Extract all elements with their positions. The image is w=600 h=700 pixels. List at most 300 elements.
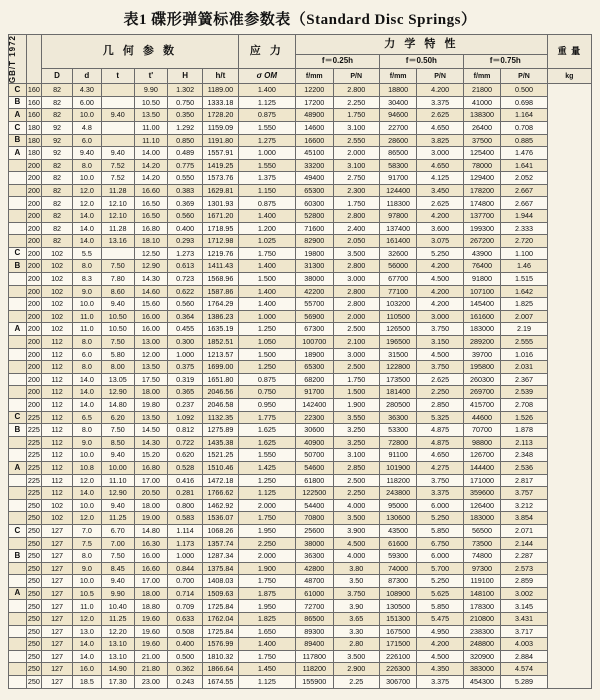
table-row: [9, 310, 592, 323]
col-P-3: P/N: [501, 69, 547, 84]
cell: 5.325: [417, 411, 463, 424]
cell: 23.00: [134, 676, 167, 689]
cell: 161600: [463, 310, 501, 323]
cell: 127: [42, 600, 73, 613]
cell: 14.0: [73, 398, 102, 411]
cell: 3.65: [333, 613, 379, 626]
cell: 1375.84: [203, 562, 238, 575]
cell: 0.508: [167, 625, 202, 638]
cell: 118300: [379, 197, 417, 210]
cell: 1.250: [238, 323, 295, 336]
cell: 10.0: [73, 499, 102, 512]
cell: 102: [42, 310, 73, 323]
cell: 1419.25: [203, 159, 238, 172]
cell: 55700: [296, 298, 334, 311]
cell: 2.348: [501, 449, 547, 462]
cell: 2.750: [333, 172, 379, 185]
cell: 0.850: [167, 134, 202, 147]
cell: 4.8: [73, 121, 102, 134]
cell: 3.750: [417, 361, 463, 374]
cell: 5.850: [417, 600, 463, 613]
cell: 42200: [296, 285, 334, 298]
cell: 37500: [463, 134, 501, 147]
cell: 16.80: [134, 461, 167, 474]
cell: 82: [42, 210, 73, 223]
cell: 1.900: [238, 562, 295, 575]
cell: 92: [42, 147, 73, 160]
row-category: [9, 197, 27, 210]
cell: 3.100: [333, 159, 379, 172]
cell: 1.000: [167, 348, 202, 361]
row-category: [9, 273, 27, 286]
cell: 31300: [296, 260, 334, 273]
table-row: [9, 650, 592, 663]
cell: 3.375: [417, 96, 463, 109]
table-row: [9, 197, 592, 210]
cell: 2.539: [501, 386, 547, 399]
cell: 102: [42, 247, 73, 260]
cell: 4.650: [417, 121, 463, 134]
table-row: [9, 474, 592, 487]
cell: 1.275: [238, 134, 295, 147]
cell: 0.400: [167, 638, 202, 651]
cell: 1.750: [238, 247, 295, 260]
row-category: B: [9, 550, 27, 563]
cell: 1.400: [238, 260, 295, 273]
row-category: [9, 285, 27, 298]
row-category: C: [9, 84, 27, 97]
cell: 11.25: [101, 512, 134, 525]
cell: 250: [26, 638, 41, 651]
cell: 1333.18: [203, 96, 238, 109]
cell: 97300: [463, 562, 501, 575]
cell: 1629.81: [203, 184, 238, 197]
cell: 0.560: [167, 210, 202, 223]
col-D: D: [42, 69, 73, 84]
row-category: [9, 625, 27, 638]
cell: 4.500: [417, 348, 463, 361]
cell: 200: [26, 172, 41, 185]
cell: 14.80: [134, 524, 167, 537]
cell: 1.878: [501, 424, 547, 437]
cell: 3.900: [333, 524, 379, 537]
table-row: [9, 184, 592, 197]
cell: 1.164: [501, 109, 547, 122]
cell: 4.200: [417, 285, 463, 298]
cell: 7.52: [101, 159, 134, 172]
cell: 61800: [296, 474, 334, 487]
cell: 16.50: [134, 197, 167, 210]
cell: 2.500: [333, 361, 379, 374]
cell: 3.002: [501, 587, 547, 600]
cell: 0.750: [167, 96, 202, 109]
row-category: [9, 310, 27, 323]
cell: 102: [42, 285, 73, 298]
col-H: H: [167, 69, 202, 84]
cell: 1.750: [333, 197, 379, 210]
cell: 87300: [379, 575, 417, 588]
table-row: [9, 285, 592, 298]
cell: 269700: [463, 386, 501, 399]
cell: 1.825: [238, 613, 295, 626]
cell: 2.250: [333, 487, 379, 500]
cell: 1472.18: [203, 474, 238, 487]
cell: 3.90: [333, 600, 379, 613]
cell: 1.273: [167, 247, 202, 260]
cell: 82: [42, 184, 73, 197]
cell: 0.875: [238, 373, 295, 386]
cell: 89300: [296, 625, 334, 638]
cell: 2.333: [501, 222, 547, 235]
cell: 3.000: [417, 310, 463, 323]
cell: 67300: [296, 323, 334, 336]
cell: 200: [26, 323, 41, 336]
cell: 60300: [296, 197, 334, 210]
cell: 1.550: [238, 159, 295, 172]
cell: 82: [42, 172, 73, 185]
cell: [101, 121, 134, 134]
cell: 1725.84: [203, 625, 238, 638]
cell: 7.50: [101, 550, 134, 563]
cell: 1568.96: [203, 273, 238, 286]
cell: 200: [26, 247, 41, 260]
cell: 3.750: [333, 587, 379, 600]
cell: 20.50: [134, 487, 167, 500]
cell: 1725.84: [203, 600, 238, 613]
cell: 3.375: [417, 676, 463, 689]
cell: 12200: [296, 84, 334, 97]
cell: 1.000: [238, 147, 295, 160]
cell: 0.714: [167, 587, 202, 600]
cell: 1.750: [333, 109, 379, 122]
cell: 13.05: [101, 373, 134, 386]
cell: 1810.32: [203, 650, 238, 663]
row-category: C: [9, 121, 27, 134]
cell: 91700: [379, 172, 417, 185]
cell: 17.30: [101, 676, 134, 689]
cell: 56000: [379, 260, 417, 273]
cell: 2.144: [501, 537, 547, 550]
cell: 126500: [379, 323, 417, 336]
cell: 0.613: [167, 260, 202, 273]
cell: 1521.25: [203, 449, 238, 462]
cell: 14.20: [134, 172, 167, 185]
cell: 226100: [379, 650, 417, 663]
cell: 3.750: [417, 474, 463, 487]
cell: 3.500: [333, 247, 379, 260]
cell: 2.850: [417, 398, 463, 411]
cell: 9.40: [101, 298, 134, 311]
cell: 2.25: [333, 676, 379, 689]
table-row: [9, 172, 592, 185]
table-row: [9, 625, 592, 638]
col-f-1: f/mm: [296, 69, 334, 84]
cell: 82: [42, 109, 73, 122]
cell: 250: [26, 663, 41, 676]
table-row: [9, 638, 592, 651]
mech-sub-1: f＝0.50h: [379, 54, 463, 69]
cell: 19.00: [134, 512, 167, 525]
cell: 1.500: [238, 348, 295, 361]
cell: 145400: [463, 298, 501, 311]
table-row: [9, 562, 592, 575]
cell: 12.20: [101, 625, 134, 638]
cell: 5.625: [417, 587, 463, 600]
cell: 148100: [463, 587, 501, 600]
cell: 11.00: [134, 121, 167, 134]
cell: 12.0: [73, 512, 102, 525]
cell: 320900: [463, 650, 501, 663]
cell: 14.0: [73, 210, 102, 223]
cell: 2.800: [333, 210, 379, 223]
cell: 1573.76: [203, 172, 238, 185]
cell: 2.667: [501, 184, 547, 197]
cell: 12.0: [73, 197, 102, 210]
cell: 0.319: [167, 373, 202, 386]
cell: 1712.98: [203, 235, 238, 248]
cell: 1301.93: [203, 197, 238, 210]
table-row: [9, 361, 592, 374]
cell: 127: [42, 663, 73, 676]
table-row: [9, 663, 592, 676]
cell: 3.600: [417, 222, 463, 235]
table-row: [9, 121, 592, 134]
cell: 98800: [463, 436, 501, 449]
cell: 77100: [379, 285, 417, 298]
cell: 10.0: [73, 449, 102, 462]
header-row-3: [9, 69, 592, 84]
cell: 102: [42, 273, 73, 286]
cell: 6.0: [73, 348, 102, 361]
cell: 12.0: [73, 474, 102, 487]
cell: 92: [42, 121, 73, 134]
cell: 17.00: [134, 474, 167, 487]
cell: 5.250: [417, 512, 463, 525]
cell: 1.642: [501, 285, 547, 298]
cell: 72800: [379, 436, 417, 449]
cell: 174800: [463, 197, 501, 210]
cell: 127: [42, 650, 73, 663]
table-row: [9, 222, 592, 235]
cell: 2.625: [417, 109, 463, 122]
cell: 160: [26, 84, 41, 97]
row-category: [9, 436, 27, 449]
table-row: [9, 96, 592, 109]
cell: 183000: [463, 323, 501, 336]
cell: 118200: [296, 663, 334, 676]
cell: 4.003: [501, 638, 547, 651]
cell: 6.5: [73, 411, 102, 424]
cell: 1411.43: [203, 260, 238, 273]
cell: 2.500: [333, 323, 379, 336]
row-category: [9, 537, 27, 550]
cell: 1852.51: [203, 336, 238, 349]
table-row: [9, 336, 592, 349]
cell: 82: [42, 96, 73, 109]
cell: 112: [42, 411, 73, 424]
cell: 142400: [296, 398, 334, 411]
cell: 53300: [379, 424, 417, 437]
table-row: [9, 436, 592, 449]
cell: 10.00: [101, 461, 134, 474]
cell: 225: [26, 487, 41, 500]
cell: 210800: [463, 613, 501, 626]
row-category: [9, 562, 27, 575]
cell: 0.364: [167, 310, 202, 323]
cell: 9.40: [101, 575, 134, 588]
cell: 200: [26, 285, 41, 298]
cell: 7.00: [101, 537, 134, 550]
table-row: [9, 449, 592, 462]
cell: 1.000: [238, 310, 295, 323]
row-category: B: [9, 96, 27, 109]
cell: 124400: [379, 184, 417, 197]
cell: 1219.76: [203, 247, 238, 260]
cell: 2.500: [333, 474, 379, 487]
cell: 17.00: [134, 575, 167, 588]
cell: 0.350: [167, 109, 202, 122]
cell: 13.10: [101, 638, 134, 651]
cell: 0.243: [167, 676, 202, 689]
cell: 1651.80: [203, 373, 238, 386]
cell: 200: [26, 210, 41, 223]
cell: 3.250: [333, 424, 379, 437]
cell: 225: [26, 436, 41, 449]
row-category: A: [9, 323, 27, 336]
cell: 13.00: [134, 336, 167, 349]
cell: 102: [42, 499, 73, 512]
table-row: [9, 524, 592, 537]
cell: 1.625: [238, 436, 295, 449]
cell: 8.50: [101, 436, 134, 449]
cell: 2.000: [333, 147, 379, 160]
cell: 42800: [296, 562, 334, 575]
cell: 38000: [296, 537, 334, 550]
cell: 16.80: [134, 222, 167, 235]
cell: 4.650: [417, 159, 463, 172]
cell: 0.622: [167, 285, 202, 298]
row-category: [9, 298, 27, 311]
cell: 171500: [379, 638, 417, 651]
row-category: [9, 663, 27, 676]
cell: 14.0: [73, 487, 102, 500]
cell: 61600: [379, 537, 417, 550]
row-category: [9, 222, 27, 235]
cell: 1.750: [238, 575, 295, 588]
row-category: [9, 499, 27, 512]
cell: 250: [26, 676, 41, 689]
cell: 2.250: [333, 96, 379, 109]
table-row: [9, 134, 592, 147]
cell: 2.708: [501, 398, 547, 411]
cell: 1.400: [238, 638, 295, 651]
cell: 5.80: [101, 348, 134, 361]
cell: 0.750: [238, 386, 295, 399]
cell: 4.650: [417, 449, 463, 462]
cell: 45100: [296, 147, 334, 160]
col-P-2: P/N: [417, 69, 463, 84]
cell: 14.80: [101, 398, 134, 411]
cell: 2.031: [501, 361, 547, 374]
cell: 30600: [296, 424, 334, 437]
cell: 2.19: [501, 323, 547, 336]
cell: 280500: [379, 398, 417, 411]
cell: 8.0: [73, 361, 102, 374]
table-row: [9, 260, 592, 273]
cell: 1.550: [238, 449, 295, 462]
cell: 94600: [379, 109, 417, 122]
cell: 0.560: [167, 298, 202, 311]
cell: 21.00: [134, 650, 167, 663]
row-category: [9, 184, 27, 197]
cell: 1.775: [238, 411, 295, 424]
cell: 6.0: [73, 134, 102, 147]
cell: 1699.00: [203, 361, 238, 374]
cell: 103200: [379, 298, 417, 311]
cell: 0.375: [167, 361, 202, 374]
cell: 1.825: [501, 298, 547, 311]
cell: 18.5: [73, 676, 102, 689]
cell: 2046.58: [203, 398, 238, 411]
cell: 9.90: [101, 587, 134, 600]
cell: 56900: [296, 310, 334, 323]
cell: 73500: [463, 537, 501, 550]
cell: 3.100: [333, 121, 379, 134]
cell: 112: [42, 487, 73, 500]
cell: 1.900: [333, 398, 379, 411]
cell: 3.80: [333, 562, 379, 575]
col-h-over-t: h/t: [203, 69, 238, 84]
cell: 200: [26, 298, 41, 311]
cell: 0.620: [167, 449, 202, 462]
cell: 14600: [296, 121, 334, 134]
cell: 200: [26, 184, 41, 197]
cell: 82: [42, 222, 73, 235]
cell: 49400: [296, 172, 334, 185]
cell: 0.875: [238, 197, 295, 210]
cell: 40900: [296, 436, 334, 449]
cell: 0.950: [238, 398, 295, 411]
table-row: [9, 575, 592, 588]
cell: 1.025: [238, 235, 295, 248]
cell: 1.650: [238, 625, 295, 638]
cell: 250: [26, 550, 41, 563]
cell: 10.50: [101, 323, 134, 336]
cell: 112: [42, 474, 73, 487]
cell: 14.0: [73, 222, 102, 235]
cell: 8.0: [73, 550, 102, 563]
cell: 7.5: [73, 537, 102, 550]
cell: 9.40: [73, 147, 102, 160]
cell: 3.431: [501, 613, 547, 626]
col-f-3: f/mm: [463, 69, 501, 84]
cell: 1.173: [167, 537, 202, 550]
cell: 2.250: [417, 386, 463, 399]
cell: 43900: [463, 247, 501, 260]
cell: 1.476: [501, 147, 547, 160]
cell: 196500: [379, 336, 417, 349]
cell: 3.250: [333, 436, 379, 449]
cell: 306700: [379, 676, 417, 689]
cell: 70800: [296, 512, 334, 525]
cell: 118200: [379, 474, 417, 487]
cell: 167500: [379, 625, 417, 638]
cell: 7.50: [101, 336, 134, 349]
cell: 0.237: [167, 398, 202, 411]
cell: 12.00: [134, 348, 167, 361]
cell: 18.00: [134, 386, 167, 399]
cell: 41000: [463, 96, 501, 109]
